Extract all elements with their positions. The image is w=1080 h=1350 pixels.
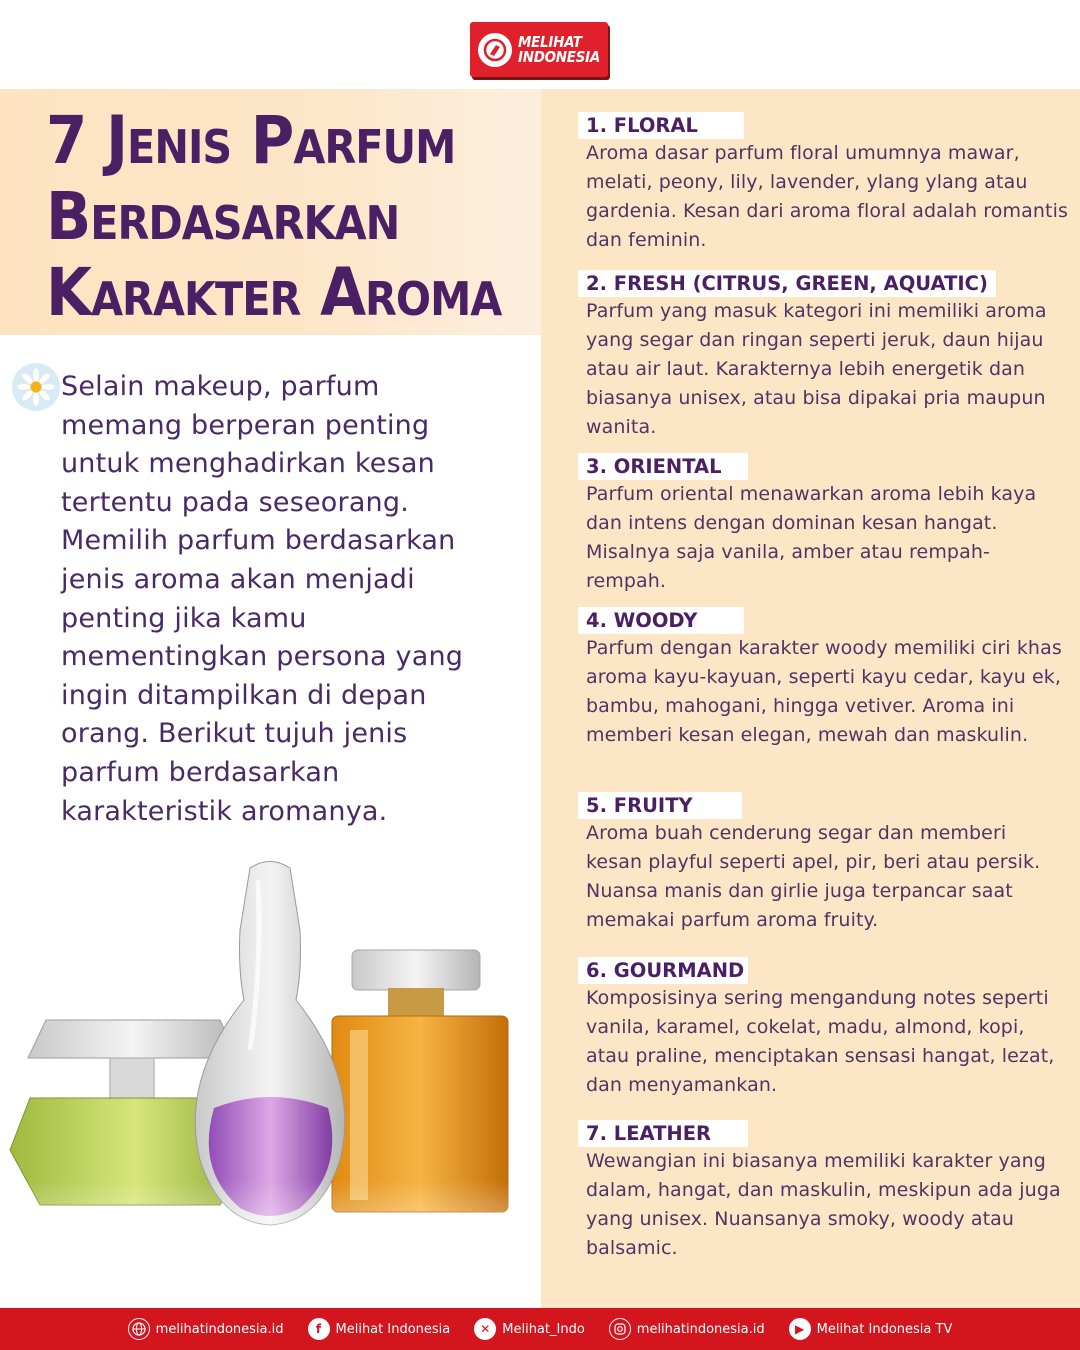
- social-label: Melihat Indonesia: [335, 1321, 451, 1337]
- perfume-type-oriental: [578, 453, 1068, 596]
- facebook-icon: f: [308, 1318, 330, 1340]
- type-description: Parfum dengan karakter woody memiliki ciri khas aroma kayu-kayuan, seperti kayu cedar, kayu ek, bambu, mahogani, hingga vetiver. Aroma ini memberi kesan elegan, mewah dan maskulin.: [586, 637, 1062, 746]
- type-heading: 7. LEATHER: [578, 1120, 748, 1147]
- perfume-type-fruity: [578, 792, 1068, 935]
- type-description: Parfum oriental menawarkan aroma lebih kaya dan intens dengan dominan kesan hangat. Misalnya saja vanila, amber atau rempah-rempah.: [586, 483, 1037, 592]
- page-title: [46, 103, 526, 331]
- logo-text: [518, 32, 600, 66]
- title-line-1: 7 Jenis Parfum: [46, 102, 456, 179]
- perfume-type-woody: [578, 607, 1068, 750]
- type-heading: 1. FLORAL: [578, 112, 744, 139]
- logo-mark-icon: [478, 33, 512, 67]
- type-description: Komposisinya sering mengandung notes seperti vanila, karamel, cokelat, madu, almond, kopi, atau praline, menciptakan sensasi hangat, lezat, dan menyamankan.: [586, 987, 1055, 1096]
- daisy-icon: [12, 363, 60, 411]
- footer-social-bar: [0, 1308, 1080, 1350]
- type-heading: 5. FRUITY: [578, 792, 742, 819]
- social-link-instagram[interactable]: [609, 1318, 765, 1340]
- type-description: Parfum yang masuk kategori ini memiliki aroma yang segar dan ringan seperti jeruk, daun hijau atau air laut. Karakternya lebih energetik dan biasanya unisex, atau bisa dipakai pria maupun wanita.: [586, 300, 1047, 438]
- social-link-website[interactable]: [128, 1318, 284, 1340]
- type-heading: 6. GOURMAND: [578, 957, 748, 984]
- type-heading: 3. ORIENTAL: [578, 453, 748, 480]
- perfume-type-floral: [578, 112, 1068, 255]
- type-description: Aroma dasar parfum floral umumnya mawar, melati, peony, lily, lavender, ylang ylang atau gardenia. Kesan dari aroma floral adalah romantis dan feminin.: [586, 142, 1068, 251]
- type-description: Aroma buah cenderung segar dan memberi kesan playful seperti apel, pir, beri atau persik. Nuansa manis dan girlie juga terpancar saat memakai parfum aroma fruity.: [586, 822, 1041, 931]
- type-heading: 2. FRESH (CITRUS, GREEN, AQUATIC): [578, 270, 996, 297]
- social-label: Melihat Indonesia TV: [816, 1321, 953, 1337]
- title-line-3: Karakter Aroma: [46, 254, 502, 331]
- perfume-type-gourmand: [578, 957, 1068, 1100]
- type-description: Wewangian ini biasanya memiliki karakter yang dalam, hangat, dan maskulin, meskipun ada juga yang unisex. Nuansanya smoky, woody atau balsamic.: [586, 1150, 1061, 1259]
- logo-line2: INDONESIA: [518, 47, 600, 66]
- youtube-icon: ▶: [789, 1318, 811, 1340]
- logo-line1: MELIHAT: [518, 32, 582, 51]
- social-link-facebook[interactable]: [308, 1318, 451, 1340]
- globe-icon: [128, 1318, 150, 1340]
- social-link-x[interactable]: [474, 1318, 585, 1340]
- perfume-bottles-image: [0, 850, 540, 1305]
- social-link-youtube[interactable]: [789, 1318, 953, 1340]
- social-label: Melihat_Indo: [502, 1321, 585, 1337]
- instagram-icon: [609, 1318, 631, 1340]
- perfume-type-fresh: [578, 270, 1068, 442]
- title-line-2: Berdasarkan: [46, 178, 400, 255]
- brand-logo: [470, 22, 608, 77]
- social-label: melihatindonesia.id: [155, 1321, 284, 1337]
- intro-text: Selain makeup, parfum memang berperan penting untuk menghadirkan kesan tertentu pada seseorang. Memilih parfum berdasarkan jenis aroma akan menjadi penting jika kamu mementingkan persona yang ingin ditampilkan di depan orang. Berikut tujuh jenis parfum berdasarkan karakteristik aromanya.: [61, 371, 464, 827]
- x-icon: ✕: [474, 1318, 496, 1340]
- social-label: melihatindonesia.id: [636, 1321, 765, 1337]
- type-heading: 4. WOODY: [578, 607, 744, 634]
- perfume-type-leather: [578, 1120, 1068, 1263]
